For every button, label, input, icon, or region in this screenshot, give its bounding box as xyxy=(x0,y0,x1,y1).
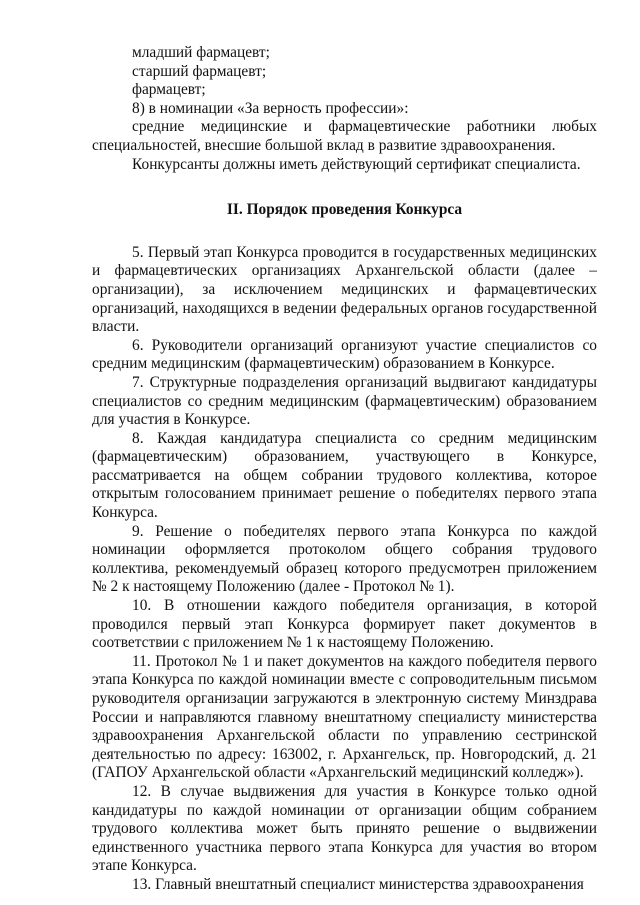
paragraph-11: 11. Протокол № 1 и пакет документов на каждого победителя первого этапа Конкурса по каждой номинации вместе с сопроводительным письмом руководителя организации загружаются в электронную систему Минздрава России и направляются главному внештатному специалисту министерства здравоохранения Архангельской области по управлению сестринской деятельностью по адресу: 163002, г. Архангельск, пр. Новгородский, д. 21 (ГАПОУ Архангельской области «Архангельский медицинский колледж»). xyxy=(92,652,597,782)
paragraph-8: 8. Каждая кандидатура специалиста со средним медицинским (фармацевтическим) образованием, участвующего в Конкурсе, рассматривается на общем собрании трудового коллектива, которое открытым голосованием принимает решение о победителях первого этапа Конкурса. xyxy=(92,429,597,522)
paragraph-5: 5. Первый этап Конкурса проводится в государственных медицинских и фармацевтических организациях Архангельской области (далее – организации), за исключением медицинских и фармацевтических организаций, находящихся в ведении федеральных органов государственной власти. xyxy=(92,243,597,336)
list-item: младший фармацевт; xyxy=(132,44,270,61)
list-item: старший фармацевт; xyxy=(132,62,267,80)
paragraph-13: 13. Главный внештатный специалист министерства здравоохранения xyxy=(132,875,584,893)
document-page xyxy=(92,44,597,895)
paragraph-10: 10. В отношении каждого победителя организация, в которой проводился первый этап Конкурса формирует пакет документов в соответствии с приложением № 1 к настоящему Положению. xyxy=(92,597,597,652)
paragraph-7: 7. Структурные подразделения организаций выдвигают кандидатуры специалистов со средним медицинским (фармацевтическим) образованием для участия в Конкурсе. xyxy=(92,373,597,429)
certificate-requirement: Конкурсанты должны иметь действующий сертификат специалиста. xyxy=(132,155,581,173)
list-item: фармацевт; xyxy=(132,81,206,99)
section-title: II. Порядок проведения Конкурса xyxy=(226,201,463,219)
paragraph-6: 6. Руководители организаций организуют участие специалистов со средним медицинским (фармацевтическим) образованием в Конкурсе. xyxy=(92,336,597,373)
paragraph-12: 12. В случае выдвижения для участия в Конкурсе только одной кандидатуры по каждой номинации от организации общим собранием трудового коллектива может быть принято решение о выдвижении единственного участника первого этапа Конкурса для участия во втором этапе Конкурса. xyxy=(92,782,597,875)
nomination-heading: 8) в номинации «За верность профессии»: xyxy=(132,99,409,117)
paragraph-9: 9. Решение о победителях первого этапа Конкурса по каждой номинации оформляется протоколом общего собрания трудового коллектива, рекомендуемый образец которого предусмотрен приложением № 2 к настоящему Положению (далее - Протокол № 1). xyxy=(92,522,597,596)
nomination-description: средние медицинские и фармацевтические работники любых специальностей, внесшие большой вклад в развитие здравоохранения. xyxy=(92,118,597,154)
